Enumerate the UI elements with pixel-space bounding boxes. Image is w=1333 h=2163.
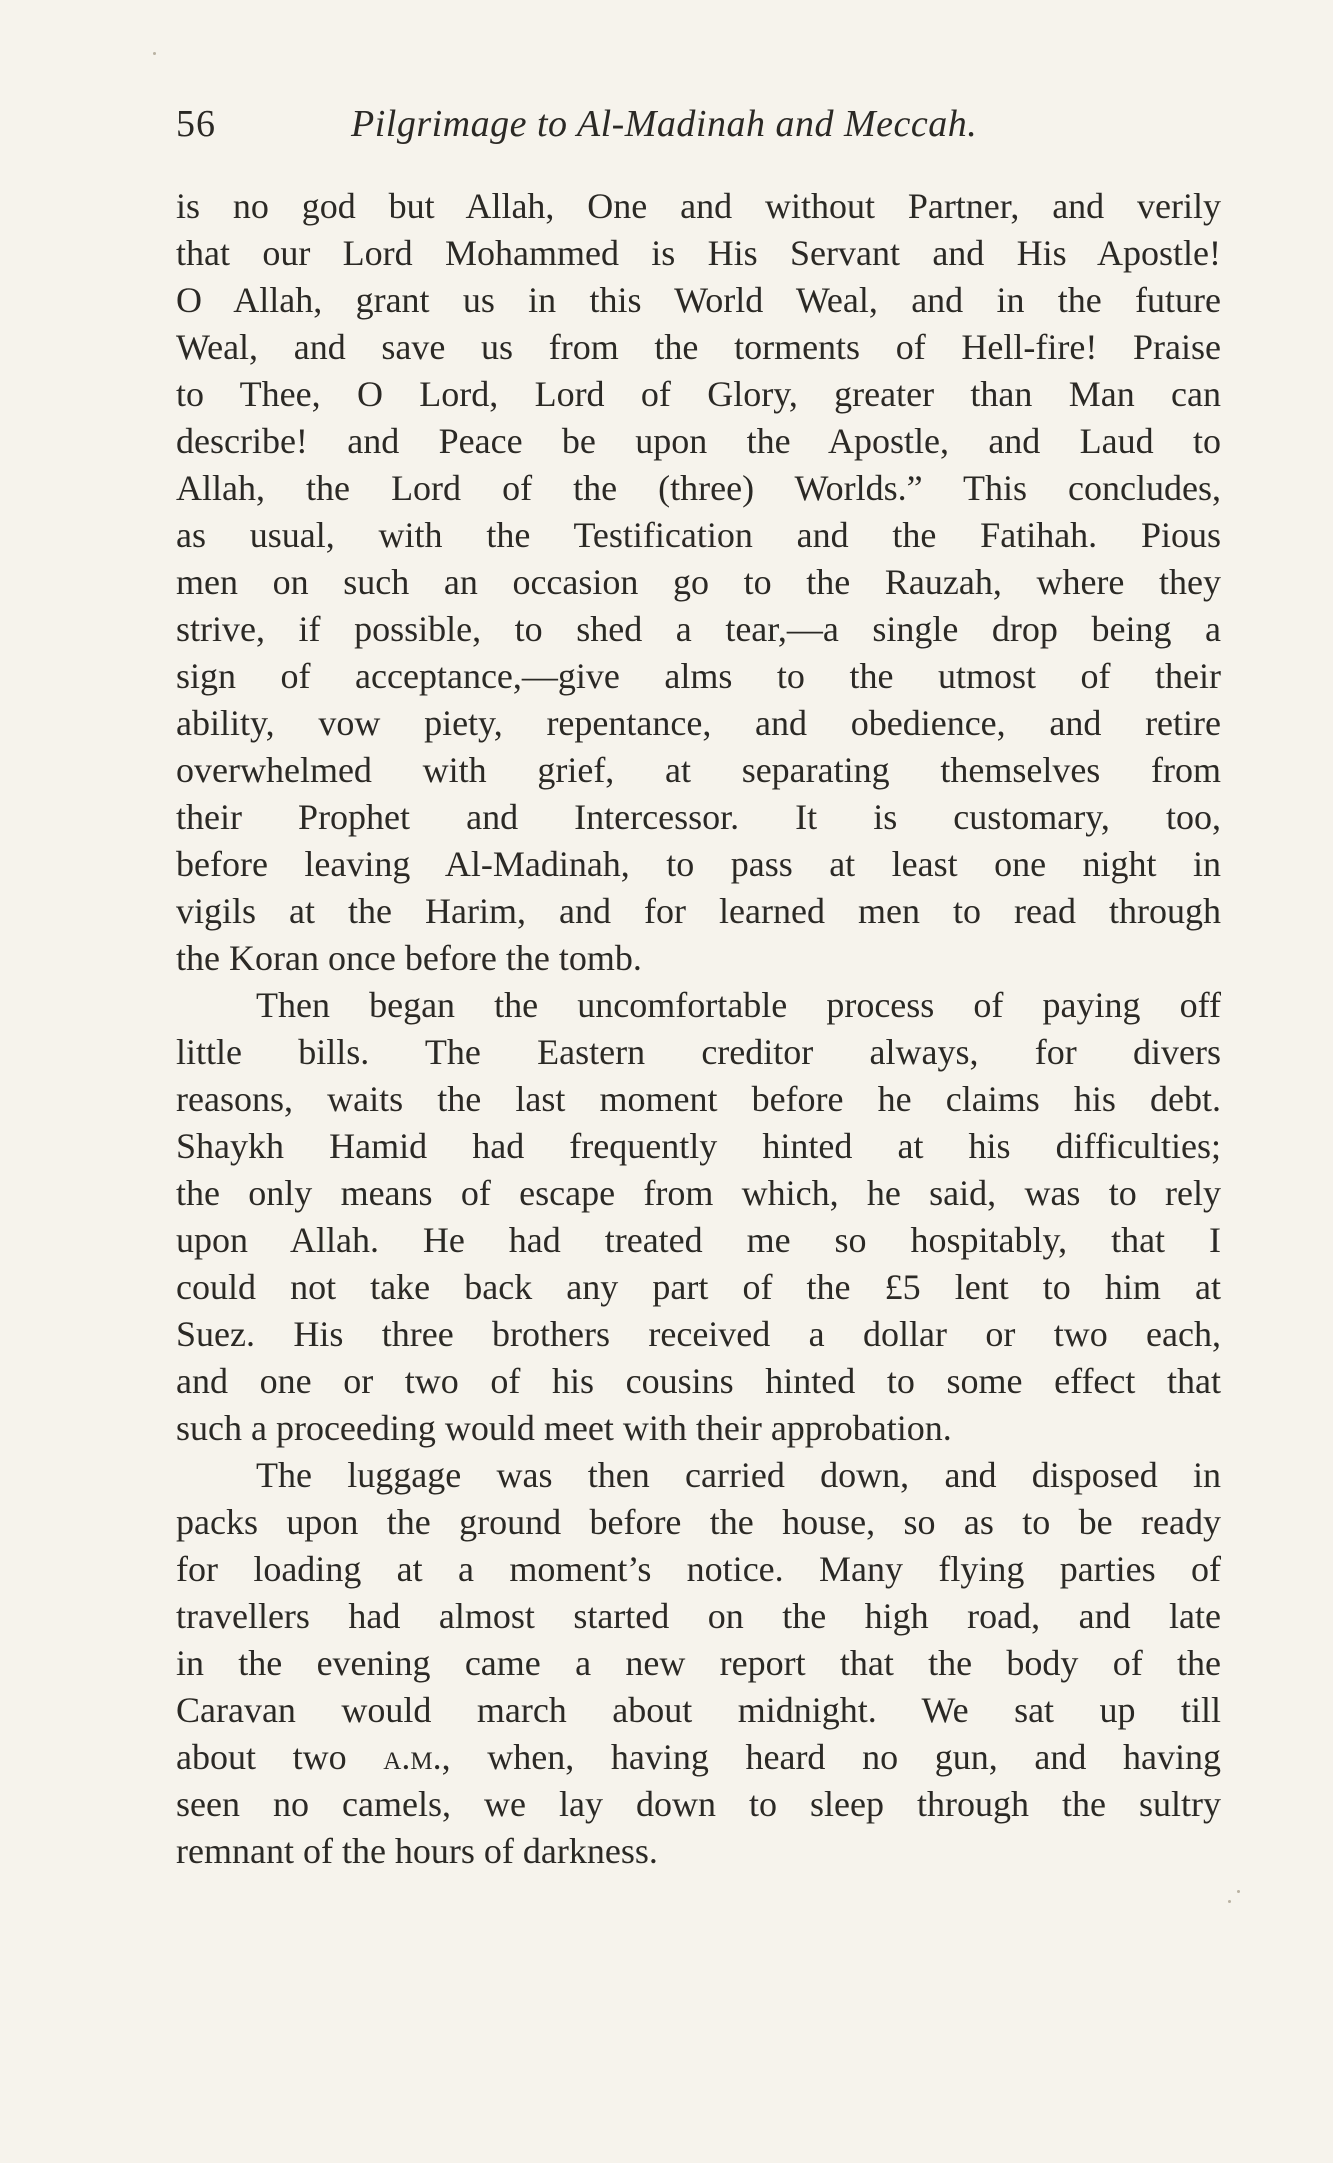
page-number: 56 [176,103,216,145]
text-line: about two a.m., when, having heard no gun, and having [176,1737,1221,1777]
text-line: reasons, waits the last moment before he claims his debt. [176,1079,1221,1119]
text-line: that our Lord Mohammed is His Servant and His Apostle! [176,233,1221,273]
text-line: to Thee, O Lord, Lord of Glory, greater than Man can [176,374,1221,414]
small-caps-abbreviation: a.m. [383,1737,442,1777]
text-line: O Allah, grant us in this World Weal, and in the future [176,280,1221,320]
body-text [176,183,1221,1875]
text-line: Suez. His three brothers received a dollar or two each, [176,1314,1221,1354]
text-line: describe! and Peace be upon the Apostle, and Laud to [176,421,1221,461]
text-line: packs upon the ground before the house, so as to be ready [176,1502,1221,1542]
text-line: Caravan would march about midnight. We sat up till [176,1690,1221,1730]
text-line: Shaykh Hamid had frequently hinted at his difficulties; [176,1126,1221,1166]
text-line: as usual, with the Testification and the Fatihah. Pious [176,515,1221,555]
text-line: Allah, the Lord of the (three) Worlds.” This concludes, [176,468,1221,508]
text-line: their Prophet and Intercessor. It is customary, too, [176,797,1221,837]
text-line: seen no camels, we lay down to sleep through the sultry [176,1784,1221,1824]
text-line: is no god but Allah, One and without Partner, and verily [176,186,1221,226]
text-line: in the evening came a new report that the body of the [176,1643,1221,1683]
text-line: and one or two of his cousins hinted to some effect that [176,1361,1221,1401]
text-line: sign of acceptance,—give alms to the utmost of their [176,656,1221,696]
paper-speck [153,52,156,55]
text-line: could not take back any part of the £5 lent to him at [176,1267,1221,1307]
paper-speck [1228,1900,1231,1903]
text-line: overwhelmed with grief, at separating themselves from [176,750,1221,790]
paragraph-1 [176,183,1221,982]
running-title: Pilgrimage to Al-Madinah and Meccah. [351,103,978,145]
text-line: little bills. The Eastern creditor always, for divers [176,1032,1221,1072]
paper-speck [1237,1890,1240,1893]
text-line: men on such an occasion go to the Rauzah, where they [176,562,1221,602]
paragraph-2 [176,982,1221,1452]
text-line: before leaving Al-Madinah, to pass at least one night in [176,844,1221,884]
text-line: The luggage was then carried down, and disposed in [256,1455,1221,1495]
text-line: vigils at the Harim, and for learned men to read through [176,891,1221,931]
text-line: ability, vow piety, repentance, and obedience, and retire [176,703,1221,743]
text-line: Weal, and save us from the torments of Hell-fire! Praise [176,327,1221,367]
text-line: travellers had almost started on the high road, and late [176,1596,1221,1636]
text-line: for loading at a moment’s notice. Many flying parties of [176,1549,1221,1589]
text-line: strive, if possible, to shed a tear,—a single drop being a [176,609,1221,649]
paragraph-3 [176,1452,1221,1875]
text-line: such a proceeding would meet with their approbation. [176,1408,952,1448]
text-line: the Koran once before the tomb. [176,938,642,978]
text-line: upon Allah. He had treated me so hospitably, that I [176,1220,1221,1260]
page-header [176,102,1221,162]
text-line: remnant of the hours of darkness. [176,1831,658,1871]
text-line: the only means of escape from which, he said, was to rely [176,1173,1221,1213]
text-line: Then began the uncomfortable process of paying off [256,985,1221,1025]
